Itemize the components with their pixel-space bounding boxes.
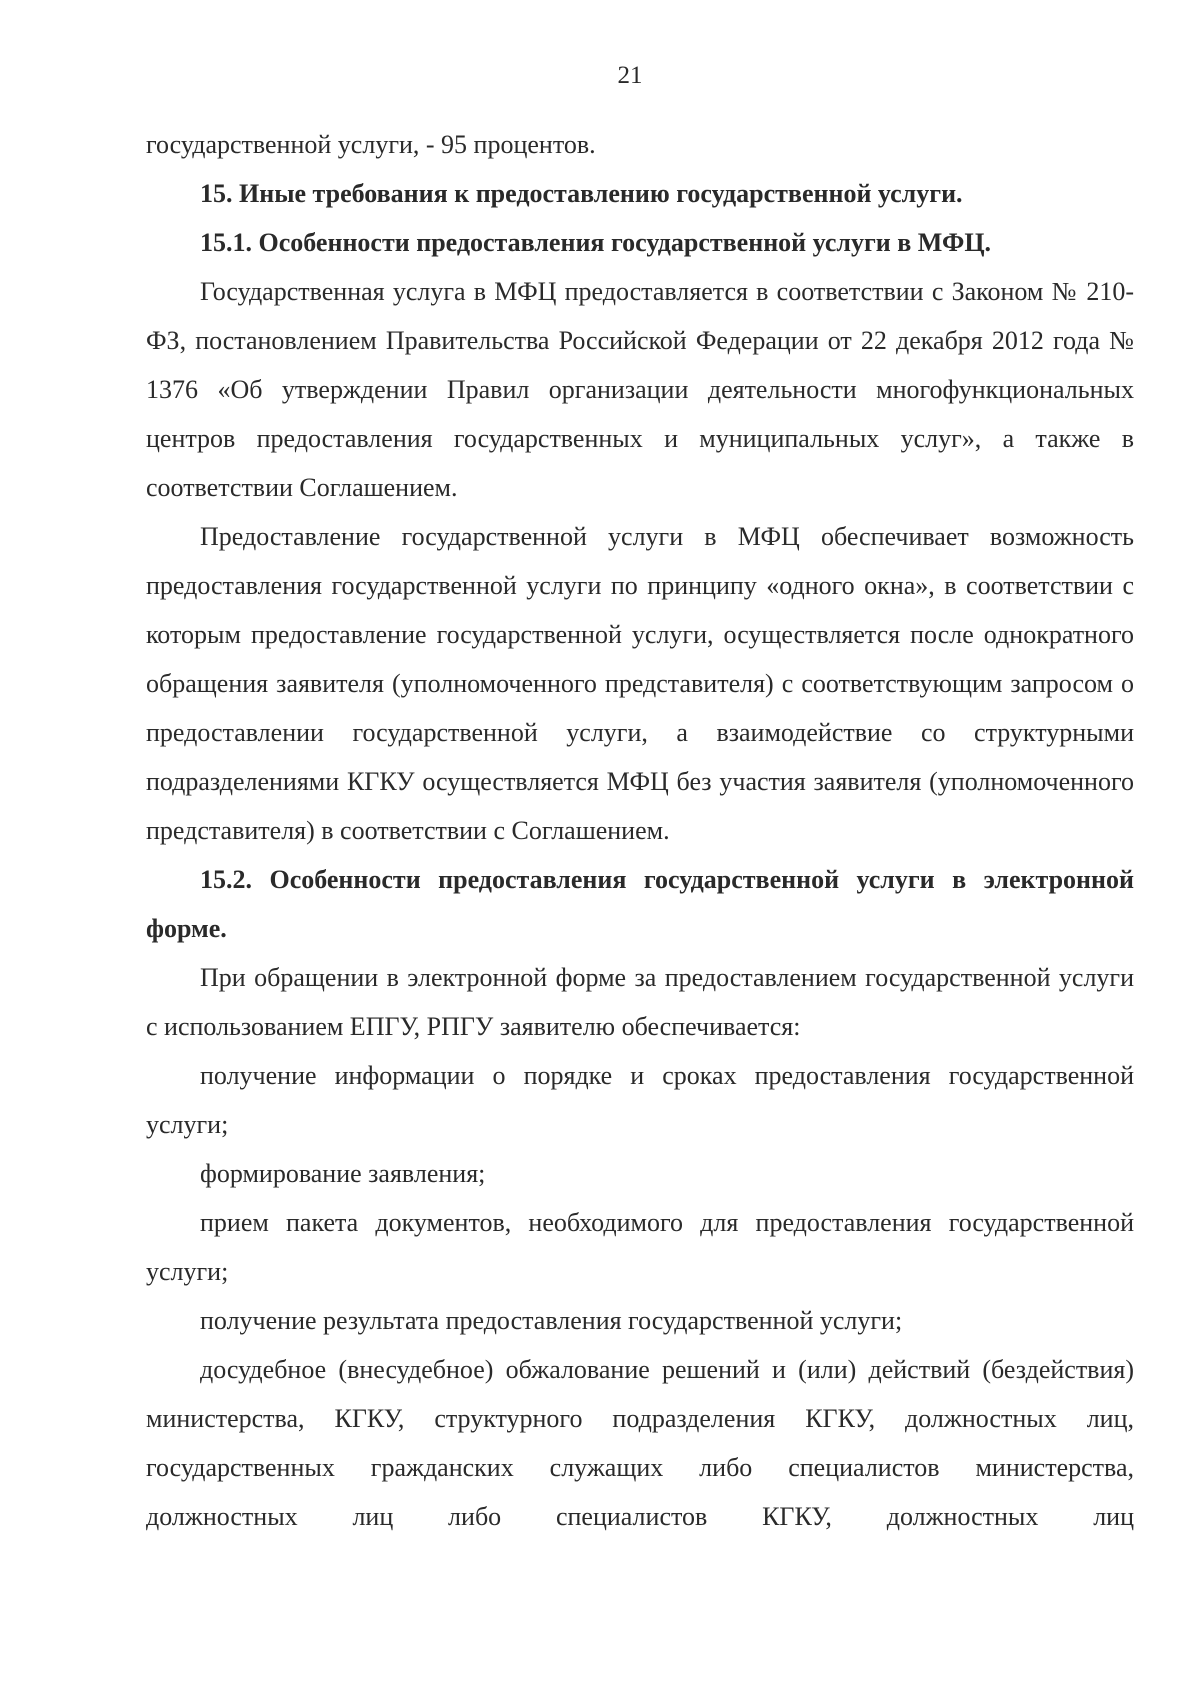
section-heading-15: 15. Иные требования к предоставлению государственной услуги. (200, 179, 963, 208)
paragraph-continuation: государственной услуги, - 95 процентов. (146, 130, 596, 159)
list-item-application: формирование заявления; (200, 1159, 486, 1188)
list-item-documents: прием пакета документов, необходимого для предоставления государственной услуги; (146, 1208, 1134, 1286)
list-item-appeal: досудебное (внесудебное) обжалование решений и (или) действий (бездействия) министерства, КГКУ, структурного подразделения КГКУ, должностных лиц, государственных гражданских служащих либо специалистов министерства, должностных лиц либо специалистов КГКУ, должностных лиц (146, 1355, 1134, 1531)
list-item-result: получение результата предоставления государственной услуги; (200, 1306, 903, 1335)
paragraph-one-window: Предоставление государственной услуги в МФЦ обеспечивает возможность предоставления государственной услуги по принципу «одного окна», в соответствии с которым предоставление государственной услуги, осуществляется после однократного обращения заявителя (уполномоченного представителя) с соответствующим запросом о предоставлении государственной услуги, а взаимодействие со структурными подразделениями КГКУ осуществляется МФЦ без участия заявителя (уполномоченного представителя) в соответствии с Соглашением. (146, 522, 1134, 845)
section-heading-15-1: 15.1. Особенности предоставления государственной услуги в МФЦ. (200, 228, 992, 257)
section-heading-15-2: 15.2. Особенности предоставления государственной услуги в электронной форме. (146, 865, 1134, 943)
page-number: 21 (617, 62, 643, 89)
list-item-information: получение информации о порядке и сроках предоставления государственной услуги; (146, 1061, 1134, 1139)
paragraph-mfc-legal-basis: Государственная услуга в МФЦ предоставляется в соответствии с Законом № 210-ФЗ, постановлением Правительства Российской Федерации от 22 декабря 2012 года № 1376 «Об утверждении Правил организации деятельности многофункциональных центров предоставления государственных и муниципальных услуг», а также в соответствии Соглашением. (146, 277, 1134, 502)
paragraph-electronic-intro: При обращении в электронной форме за предоставлением государственной услуги с использованием ЕПГУ, РПГУ заявителю обеспечивается: (146, 963, 1134, 1041)
document-body (146, 120, 1134, 1541)
